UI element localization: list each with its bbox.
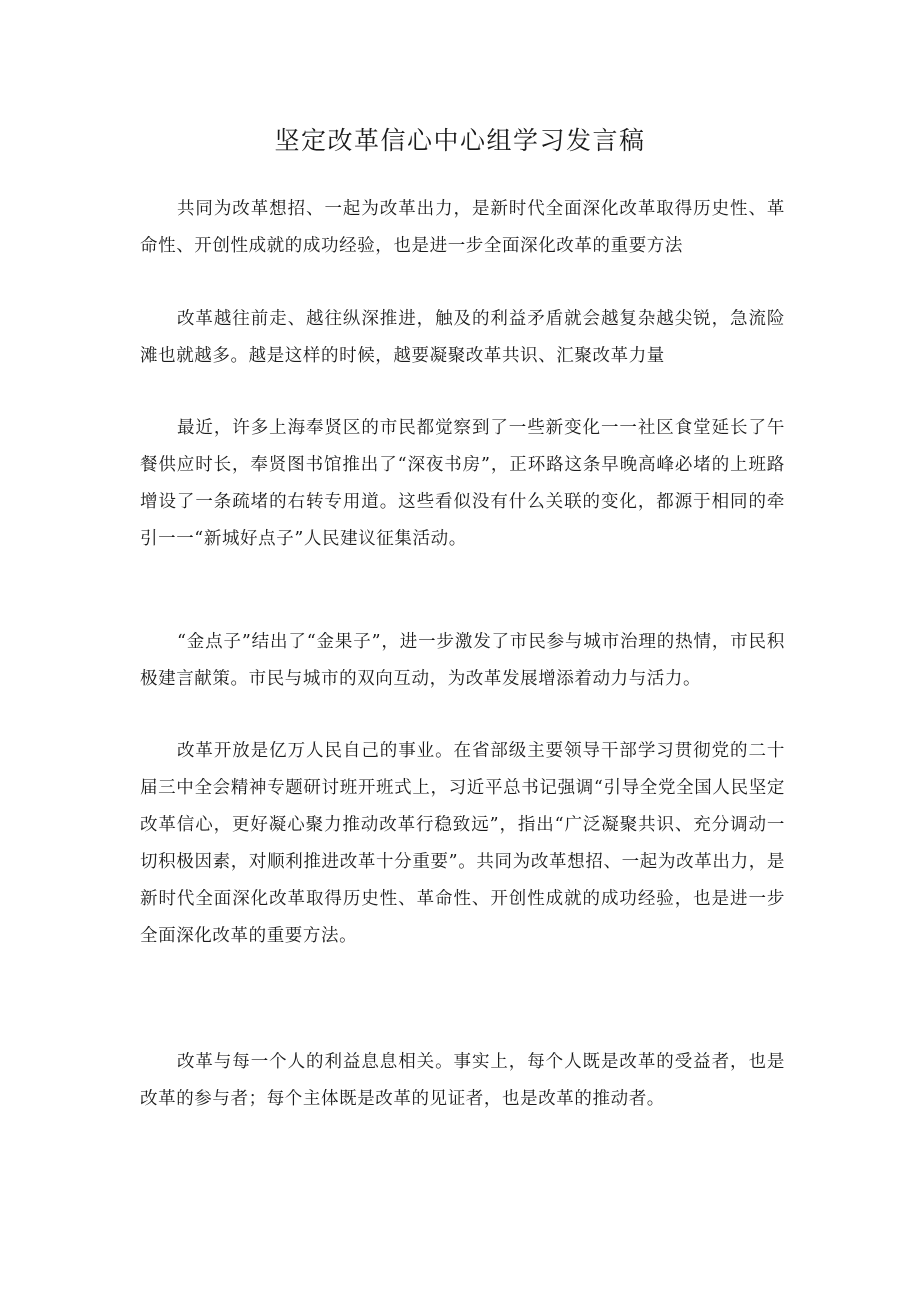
paragraph-3: 最近，许多上海奉贤区的市民都觉察到了一些新变化一一社区食堂延长了午餐供应时长，奉贤图书馆推出了“深夜书房”，正环路这条早晚高峰必堵的上班路增设了一条疏堵的右转专用道。这些看似没有什么关联的变化，都源于相同的牵引一一“新城好点子”人民建议征集活动。	[140, 418, 785, 549]
document-title: 坚定改革信心中心组学习发言稿	[274, 126, 646, 155]
paragraph-2: 改革越往前走、越往纵深推进，触及的利益矛盾就会越复杂越尖锐，急流险滩也就越多。越是这样的时候，越要凝聚改革共识、汇聚改革力量	[140, 309, 785, 366]
paragraph-5: 改革开放是亿万人民自己的事业。在省部级主要领导干部学习贯彻党的二十届三中全会精神专题研讨班开班式上，习近平总书记强调“引导全党全国人民坚定改革信心，更好凝心聚力推动改革行稳致远”，指出“广泛凝聚共识、充分调动一切积极因素，对顺利推进改革十分重要”。共同为改革想招、一起为改革出力，是新时代全面深化改革取得历史性、革命性、开创性成就的成功经验，也是进一步全面深化改革的重要方法。	[140, 741, 785, 946]
paragraph-1: 共同为改革想招、一起为改革出力，是新时代全面深化改革取得历史性、革命性、开创性成就的成功经验，也是进一步全面深化改革的重要方法	[140, 199, 785, 256]
paragraph-6: 改革与每一个人的利益息息相关。事实上，每个人既是改革的受益者，也是改革的参与者；每个主体既是改革的见证者，也是改革的推动者。	[140, 1052, 785, 1109]
paragraph-4: “金点子”结出了“金果子”，进一步激发了市民参与城市治理的热情，市民积极建言献策。市民与城市的双向互动，为改革发展增添着动力与活力。	[140, 632, 785, 689]
